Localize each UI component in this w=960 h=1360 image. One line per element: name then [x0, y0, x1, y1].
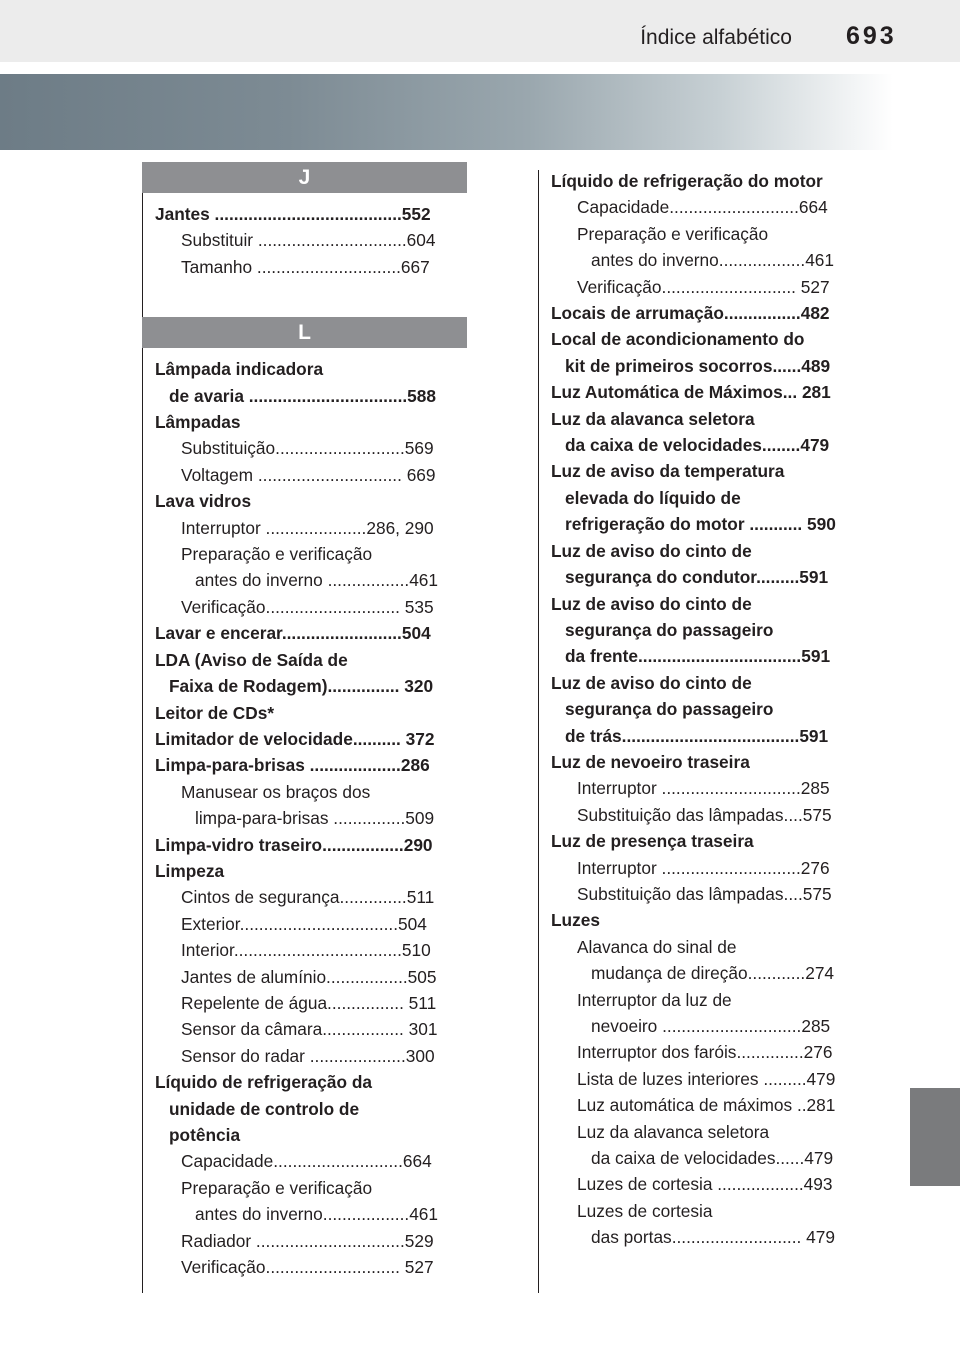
index-entry: Luz Automática de Máximos... 281: [551, 382, 831, 403]
index-entry: Luzes de cortesia: [577, 1200, 713, 1221]
index-entries: [551, 168, 863, 1251]
index-entry: Preparação e verificação: [181, 1177, 373, 1198]
index-entry: Substituição...........................569: [181, 438, 434, 459]
index-entry: da caixa de velocidades........479: [565, 435, 830, 456]
index-entry: Luz de aviso do cinto de: [551, 540, 752, 561]
index-entry: refrigeração do motor ........... 590: [565, 514, 836, 535]
index-entry: de avaria .................................588: [169, 385, 437, 406]
index-entry: Radiador ...............................529: [181, 1230, 434, 1251]
section-j: [142, 162, 467, 280]
index-entry: elevada do líquido de: [565, 487, 741, 508]
index-entry: Interruptor .............................285: [577, 778, 830, 799]
index-entry: Sensor do radar ....................300: [181, 1045, 435, 1066]
index-entry: Luz de aviso do cinto de: [551, 672, 752, 693]
index-entry: da caixa de velocidades......479: [591, 1148, 834, 1169]
index-entry: nevoeiro .............................285: [591, 1016, 831, 1036]
index-entry: Lâmpadas: [155, 412, 241, 433]
index-entry: Interruptor .....................286, 290: [181, 517, 434, 538]
index-entry: Líquido de refrigeração do motor: [551, 171, 823, 191]
index-entry: Preparação e verificação: [577, 223, 769, 244]
index-entry: Jantes .......................................552: [155, 204, 431, 224]
index-entry: Lâmpada indicadora: [155, 359, 324, 380]
index-entry: Limpa-para-brisas ...................286: [155, 755, 430, 776]
index-entry: Faixa de Rodagem)............... 320: [169, 676, 434, 697]
index-entry: potência: [169, 1125, 241, 1145]
index-entry: Lavar e encerar.........................504: [155, 623, 431, 644]
index-entry: Interior...................................510: [181, 940, 431, 961]
center-column-rule: [538, 170, 539, 1293]
index-entry: antes do inverno .................461: [195, 570, 439, 591]
index-entry: Limitador de velocidade.......... 372: [155, 728, 435, 749]
index-entry: Luz automática de máximos ..281: [577, 1095, 836, 1116]
index-entry: LDA (Aviso de Saída de: [155, 649, 348, 670]
index-entry: Sensor da câmara................. 301: [181, 1019, 438, 1040]
index-entry: Alavanca do sinal de: [577, 936, 737, 957]
index-entry: Luz da alavanca seletora: [551, 408, 755, 429]
letter-heading: L: [142, 317, 467, 348]
index-entry: Voltagem .............................. 669: [181, 464, 436, 485]
index-entry: segurança do condutor.........591: [565, 567, 829, 588]
index-entry: Luz da alavanca seletora: [577, 1121, 770, 1142]
index-entry: unidade de controlo de: [169, 1098, 360, 1119]
index-entry: de trás.....................................591: [565, 725, 829, 746]
index-entry: Verificação............................ 535: [181, 596, 434, 617]
left-column: [142, 162, 467, 1280]
index-entry: Leitor de CDs*: [155, 702, 275, 723]
index-entry: Substituição das lâmpadas....575: [577, 804, 832, 825]
index-entry: Limpa-vidro traseiro.................290: [155, 834, 433, 855]
index-entry: Luz de presença traseira: [551, 831, 754, 852]
index-entry: Substituição das lâmpadas....575: [577, 883, 832, 904]
index-entry: Jantes de alumínio.................505: [181, 966, 437, 987]
index-entry: Lava vidros: [155, 491, 252, 512]
index-entry: Luzes: [551, 910, 600, 931]
index-entry: Luz de aviso da temperatura: [551, 461, 785, 482]
index-entry: Verificação............................ 527: [181, 1257, 434, 1278]
index-entry: da frente..................................591: [565, 646, 831, 667]
index-entry: kit de primeiros socorros......489: [565, 355, 831, 376]
index-entry: antes do inverno..................461: [195, 1204, 439, 1225]
index-entry: Lista de luzes interiores .........479: [577, 1068, 836, 1089]
header-band: [0, 0, 960, 62]
index-entry: Luz de aviso do cinto de: [551, 593, 752, 614]
index-entry: Interruptor da luz de: [577, 989, 732, 1010]
index-entry: Luzes de cortesia ..................493: [577, 1174, 833, 1195]
index-entry: das portas........................... 479: [591, 1227, 835, 1248]
index-entry: Cintos de segurança..............511: [181, 887, 435, 908]
index-entry: segurança do passageiro: [565, 619, 774, 640]
index-entry: Locais de arrumação................482: [551, 303, 830, 324]
index-entry: Preparação e verificação: [181, 544, 373, 565]
page-number: 693: [846, 22, 897, 50]
index-entry: limpa-para-brisas ...............509: [195, 808, 435, 829]
letter-heading: J: [142, 162, 467, 193]
index-entry: Luz de nevoeiro traseira: [551, 751, 750, 772]
index-entry: Repelente de água................ 511: [181, 992, 437, 1013]
index-entry: antes do inverno..................461: [591, 250, 835, 271]
section-l: [142, 317, 467, 1280]
index-entry: Líquido de refrigeração da: [155, 1072, 373, 1093]
index-entries: [142, 348, 467, 1280]
right-column: [551, 168, 863, 1251]
index-entry: Local de acondicionamento do: [551, 329, 805, 350]
index-entry: Exterior.................................504: [181, 913, 427, 934]
index-entry: Limpeza: [155, 860, 225, 881]
index-entries: [142, 193, 467, 280]
index-entry: Manusear os braços dos: [181, 781, 371, 802]
index-entry: Tamanho ..............................667: [181, 256, 430, 277]
index-entry: Capacidade...........................664: [577, 197, 828, 218]
index-entry: Verificação............................ 527: [577, 276, 830, 297]
index-entry: Interruptor .............................276: [577, 857, 830, 878]
index-entry: Interruptor dos faróis..............276: [577, 1042, 833, 1063]
header-banner: [0, 74, 960, 150]
section-title: Índice alfabético: [640, 26, 792, 49]
index-entry: segurança do passageiro: [565, 699, 774, 720]
chapter-thumb-tab: [910, 1088, 960, 1186]
index-entry: Substituir ...............................604: [181, 230, 436, 251]
index-entry: mudança de direção............274: [591, 963, 835, 984]
index-entry: Capacidade...........................664: [181, 1151, 432, 1172]
